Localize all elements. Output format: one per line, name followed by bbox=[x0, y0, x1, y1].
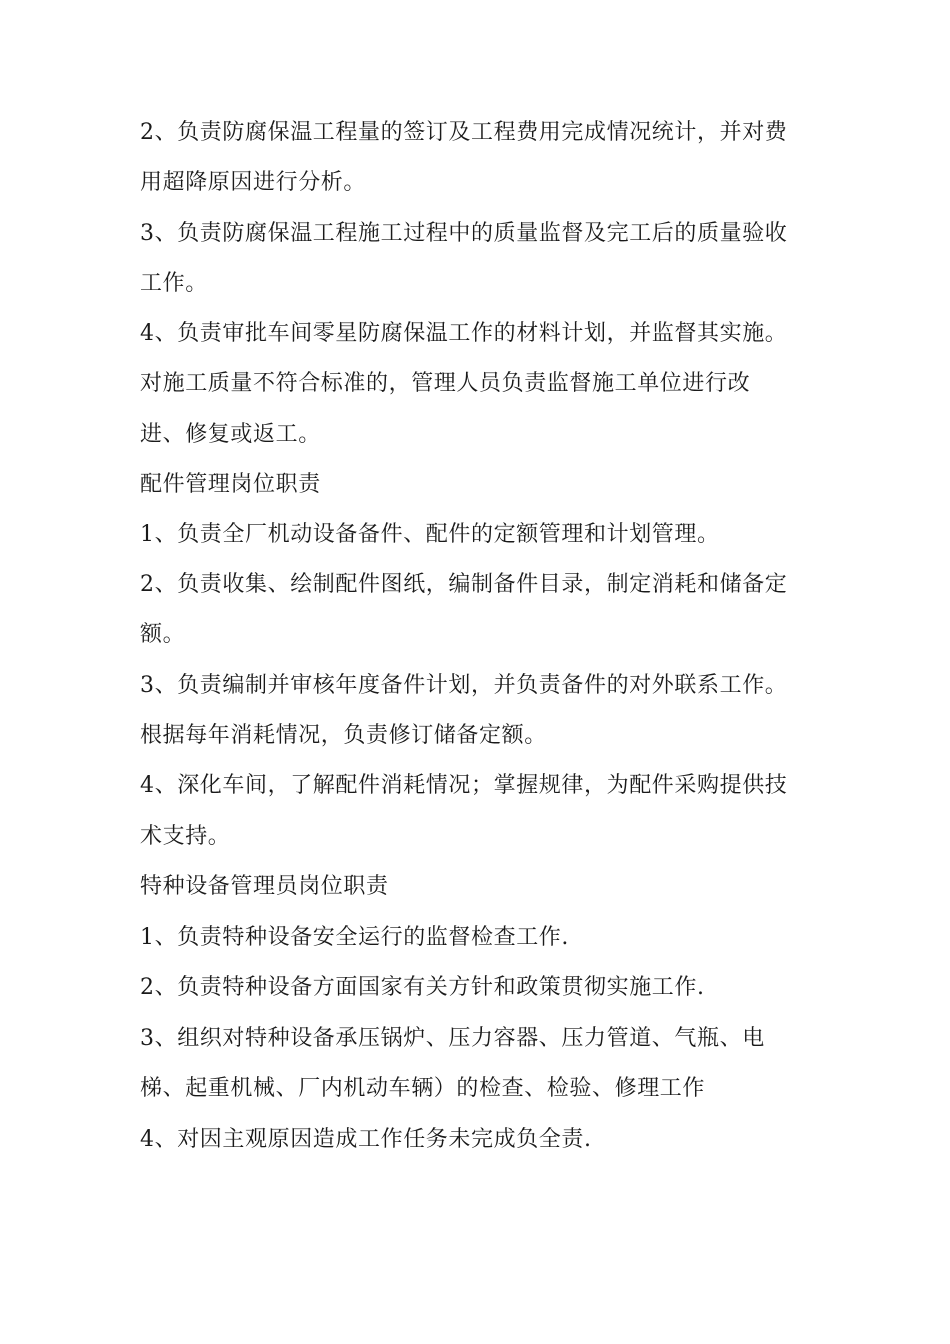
paragraph-line: 3、组织对特种设备承压锅炉、压力容器、压力管道、气瓶、电 bbox=[140, 1026, 765, 1051]
paragraph-line: 术支持。 bbox=[140, 824, 231, 849]
paragraph-line: 3、负责编制并审核年度备件计划，并负责备件的对外联系工作。 bbox=[140, 673, 788, 698]
paragraph-line: 1、负责全厂机动设备备件、配件的定额管理和计划管理。 bbox=[140, 522, 720, 547]
paragraph-line: 梯、起重机械、厂内机动车辆）的检查、检验、修理工作 bbox=[140, 1076, 706, 1101]
section-heading: 配件管理岗位职责 bbox=[140, 472, 321, 497]
paragraph-line: 用超降原因进行分析。 bbox=[140, 170, 367, 195]
paragraph-line: 额。 bbox=[140, 622, 186, 647]
paragraph-line: 2、负责特种设备方面国家有关方针和政策贯彻实施工作. bbox=[140, 975, 705, 1000]
paragraph-line: 2、负责收集、绘制配件图纸，编制备件目录，制定消耗和储备定 bbox=[140, 572, 788, 597]
paragraph-line: 1、负责特种设备安全运行的监督检查工作. bbox=[140, 925, 569, 950]
paragraph-line: 4、深化车间，了解配件消耗情况；掌握规律，为配件采购提供技 bbox=[140, 773, 788, 798]
paragraph-line: 4、负责审批车间零星防腐保温工作的材料计划，并监督其实施。 bbox=[140, 321, 788, 346]
paragraph-line: 2、负责防腐保温工程量的签订及工程费用完成情况统计，并对费 bbox=[140, 120, 788, 145]
section-heading: 特种设备管理员岗位职责 bbox=[140, 874, 389, 899]
paragraph-line: 对施工质量不符合标准的，管理人员负责监督施工单位进行改 bbox=[140, 371, 751, 396]
paragraph-line: 工作。 bbox=[140, 271, 208, 296]
paragraph-line: 4、对因主观原因造成工作任务未完成负全责. bbox=[140, 1127, 592, 1152]
paragraph-line: 3、负责防腐保温工程施工过程中的质量监督及完工后的质量验收 bbox=[140, 221, 788, 246]
paragraph-line: 进、修复或返工。 bbox=[140, 422, 321, 447]
paragraph-line: 根据每年消耗情况，负责修订储备定额。 bbox=[140, 723, 547, 748]
